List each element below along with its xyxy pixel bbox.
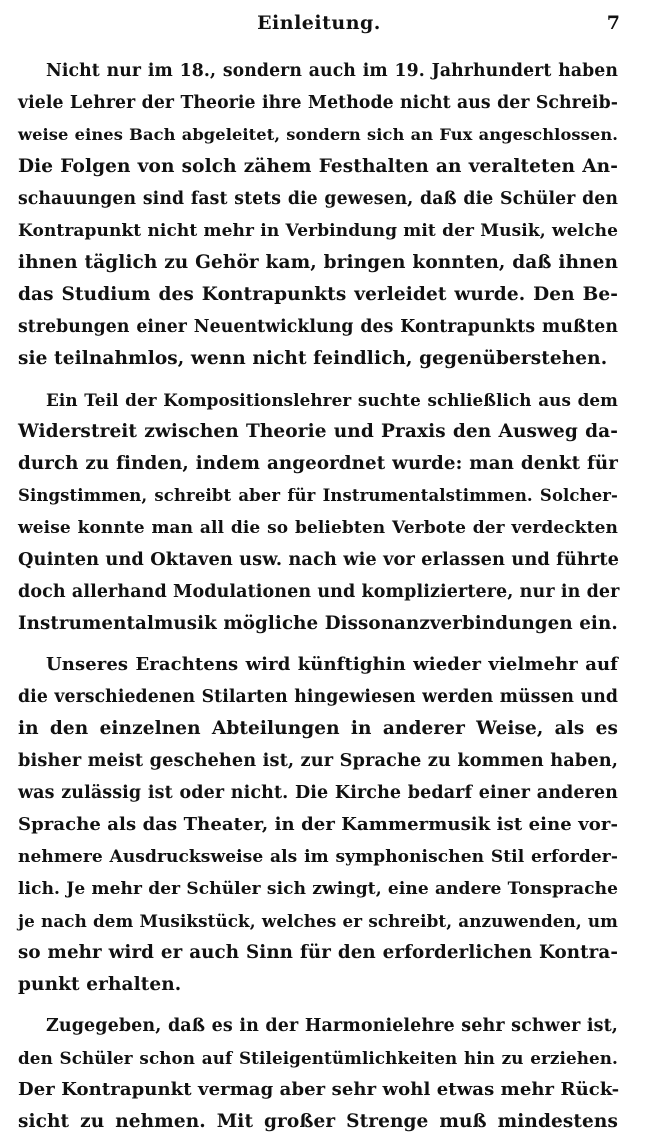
text-line: Unseres Erachtens wird künftighin wieder vielmehr auf — [46, 654, 618, 675]
text-line: was zulässig ist oder nicht. Die Kirche bedarf einer anderen — [18, 783, 618, 803]
page-number: 7 — [606, 12, 620, 34]
text-line: Widerstreit zwischen Theorie und Praxis den Ausweg da- — [18, 421, 618, 442]
paragraph-1 — [18, 55, 618, 375]
text-line: lich. Je mehr der Schüler sich zwingt, eine andere Tonsprache — [18, 879, 618, 899]
text-line: sicht zu nehmen. Mit großer Strenge muß mindestens — [18, 1111, 618, 1132]
paragraph-4 — [18, 1010, 618, 1138]
text-line: Instrumentalmusik mögliche Dissonanzverbindungen ein. — [18, 613, 618, 634]
text-line: schauungen sind fast stets die gewesen, daß die Schüler den — [18, 189, 618, 209]
text-line: Quinten und Oktaven usw. nach wie vor erlassen und führte — [18, 549, 620, 570]
text-line: punkt erhalten. — [18, 974, 182, 995]
text-line: Kontrapunkt nicht mehr in Verbindung mit der Musik, welche — [18, 221, 618, 241]
text-line: das Studium des Kontrapunkts verleidet wurde. Den Be- — [18, 284, 618, 305]
text-line: sie teilnahmlos, wenn nicht feindlich, gegenüberstehen. — [18, 348, 608, 369]
text-line: Zugegeben, daß es in der Harmonielehre sehr schwer ist, — [46, 1016, 618, 1036]
text-line: ihnen täglich zu Gehör kam, bringen konnten, daß ihnen — [18, 252, 618, 273]
text-line: nehmere Ausdrucksweise als im symphonischen Stil erforder- — [18, 847, 618, 867]
text-line: Die Folgen von solch zähem Festhalten an veralteten An- — [18, 156, 618, 177]
text-line: weise eines Bach abgeleitet, sondern sich an Fux angeschlossen. — [18, 125, 618, 144]
running-title: Einleitung. — [257, 12, 381, 34]
text-line: Singstimmen, schreibt aber für Instrumentalstimmen. Solcher- — [18, 486, 618, 505]
text-line: so mehr wird er auch Sinn für den erforderlichen Kontra- — [18, 942, 618, 963]
text-line: in den einzelnen Abteilungen in anderer Weise, als es — [18, 718, 618, 739]
text-line: doch allerhand Modulationen und kompliziertere, nur in der — [18, 582, 620, 602]
body-text — [18, 55, 618, 1147]
text-line: strebungen einer Neuentwicklung des Kontrapunkts mußten — [18, 317, 618, 337]
text-line: weise konnte man all die so beliebten Verbote der verdeckten — [18, 518, 618, 538]
text-line: Sprache als das Theater, in der Kammermusik ist eine vor- — [18, 814, 619, 835]
text-line: bisher meist geschehen ist, zur Sprache zu kommen haben, — [18, 750, 618, 771]
text-line: viele Lehrer der Theorie ihre Methode nicht aus der Schreib- — [18, 93, 618, 113]
text-line: Ein Teil der Kompositionslehrer suchte schließlich aus dem — [46, 390, 618, 410]
text-line: Nicht nur im 18., sondern auch im 19. Jahrhundert haben — [46, 61, 618, 81]
text-line: die verschiedenen Stilarten hingewiesen werden müssen und — [18, 687, 618, 707]
running-head — [18, 8, 620, 38]
text-line: durch zu finden, indem angeordnet wurde: man denkt für — [18, 453, 618, 474]
text-line: Der Kontrapunkt vermag aber sehr wohl etwas mehr Rück- — [18, 1079, 620, 1100]
text-line: den Schüler schon auf Stileigentümlichkeiten hin zu erziehen. — [18, 1048, 618, 1068]
text-line: je nach dem Musikstück, welches er schreibt, anzuwenden, um — [18, 911, 618, 931]
paragraph-3 — [18, 649, 618, 1001]
paragraph-2 — [18, 384, 618, 640]
